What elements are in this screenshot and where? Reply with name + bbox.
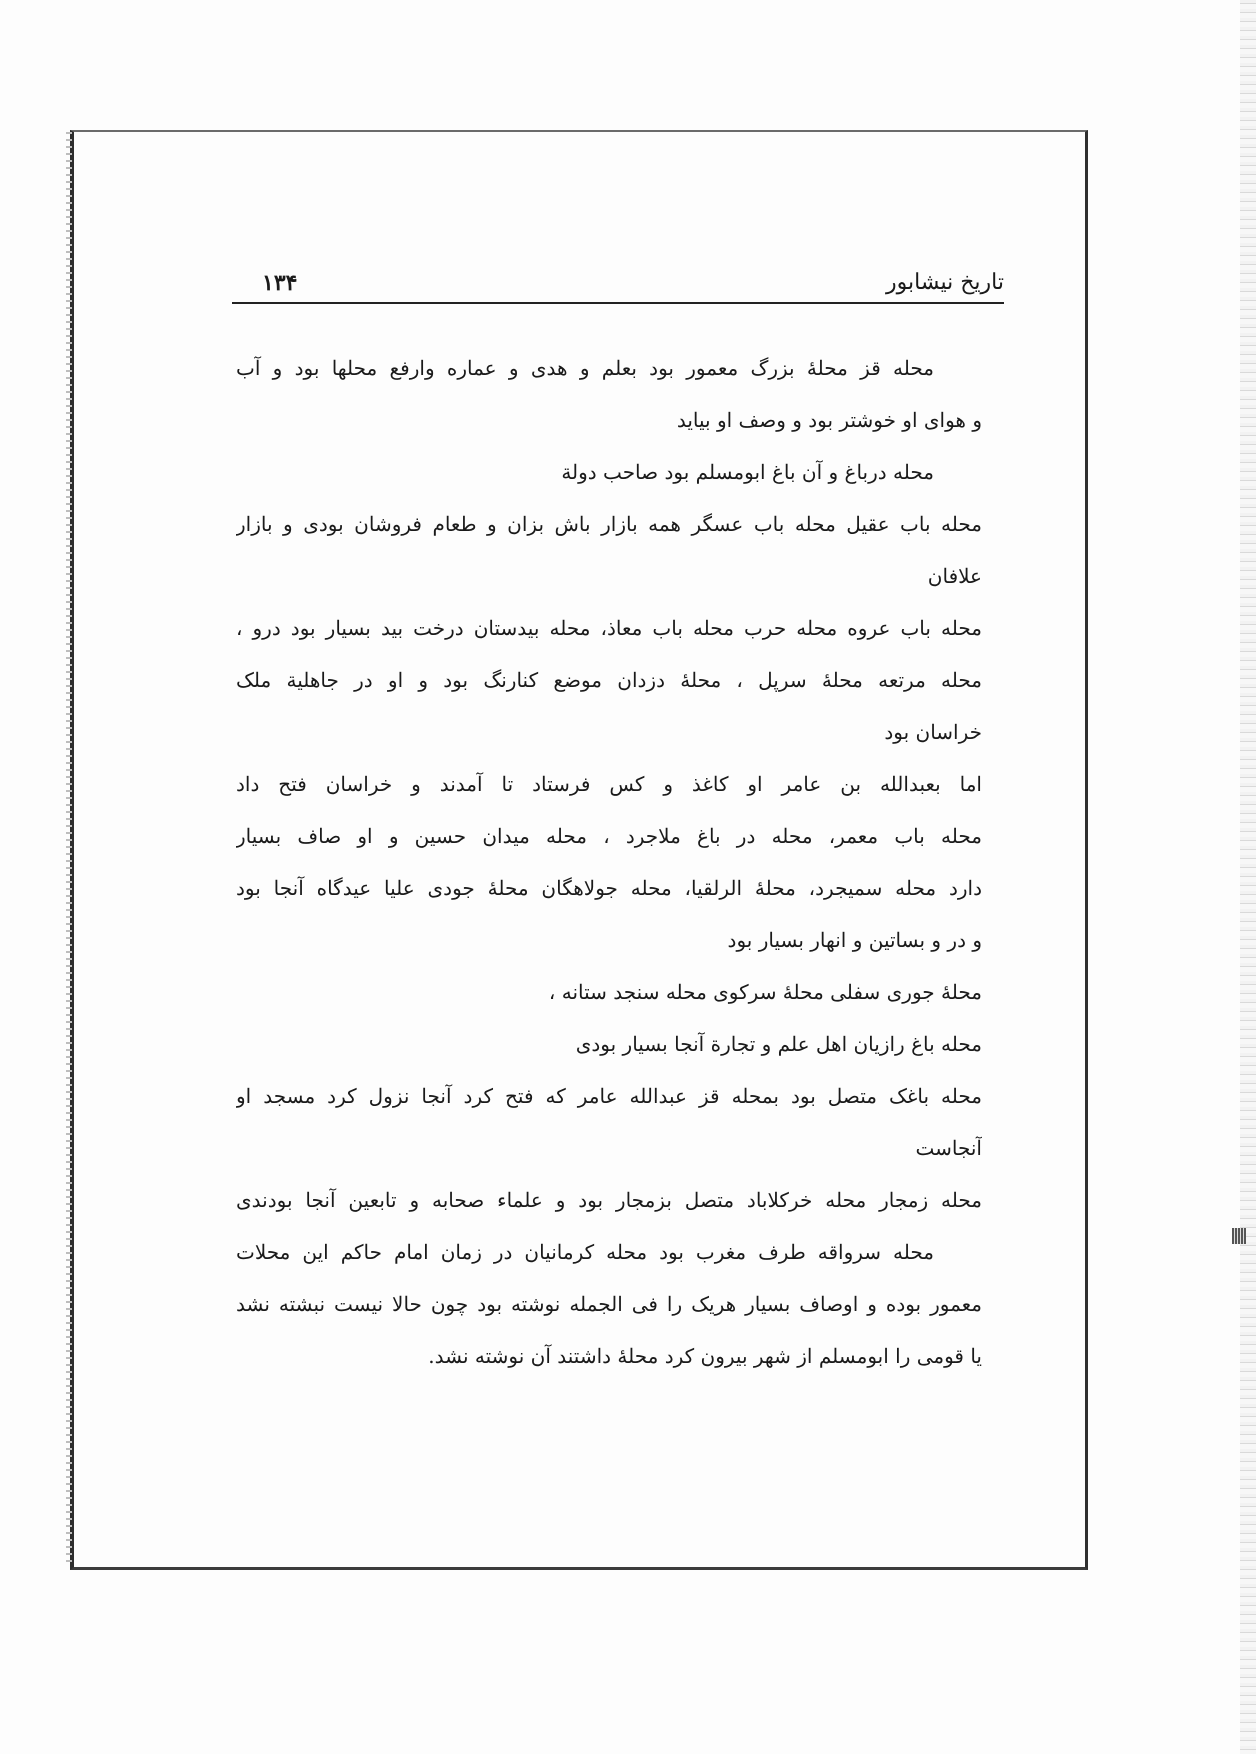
- text-line: محله باب عقیل محله باب عسگر همه بازار باش بزان و طعام فروشان بودی و بازار: [236, 512, 982, 536]
- running-title: تاریخ نیشابور: [886, 270, 1004, 295]
- text-line: خراسان بود: [884, 720, 982, 744]
- text-line: محله زمجار محله خرکلاباد متصل بزمجار بود و علماء صحابه و تابعین آنجا بودندی: [236, 1188, 982, 1212]
- text-line: آنجاست: [915, 1136, 982, 1160]
- text-line: اما بعبدالله بن عامر او کاغذ و کس فرستاد تا آمدند و خراسان فتح داد: [236, 772, 982, 796]
- text-line: محله باب عروه محله حرب محله باب معاذ، محله بیدستان درخت بید بسیار بود درو ،: [236, 616, 982, 640]
- text-line: محله باغ رازیان اهل علم و تجارة آنجا بسیار بودی: [575, 1032, 982, 1056]
- page-number: ۱۳۴: [262, 270, 298, 296]
- text-line: محله مرتعه محلهٔ سرپل ، محلهٔ دزدان موضع کنارنگ بود و او در جاهلیة ملک: [236, 668, 982, 692]
- text-line: محله باب معمر، محله در باغ ملاجرد ، محله میدان حسین و او صاف بسیار: [236, 824, 982, 848]
- page-header: [232, 262, 1004, 304]
- text-line: علافان: [927, 564, 982, 588]
- text-line: یا قومی را ابومسلم از شهر بیرون کرد محلهٔ داشتند آن نوشته نشد.: [428, 1344, 982, 1368]
- text-line: محله قز محلهٔ بزرگ معمور بود بعلم و هدی و عماره وارفع محلها بود و آب: [236, 356, 934, 380]
- body-text: [236, 342, 982, 1382]
- scan-edge-strip: [1240, 0, 1256, 1754]
- text-line: محله باغک متصل بود بمحله قز عبدالله عامر که فتح کرد آنجا نزول کرد مسجد او: [236, 1084, 982, 1108]
- text-line: محلهٔ جوری سفلی محلهٔ سرکوی محله سنجد ستانه ،: [548, 980, 982, 1004]
- text-line: و در و بساتین و انهار بسیار بود: [727, 928, 982, 952]
- scan-edge-mark: [1232, 1228, 1246, 1244]
- text-line: دارد محله سمیجرد، محلهٔ الرلقیا، محله جولاهگان محلهٔ جودی علیا عیدگاه آنجا بود: [236, 876, 982, 900]
- text-line: معمور بوده و اوصاف بسیار هریک را فی الجمله نوشته بود چون حالا نیست نبشته نشد: [236, 1292, 982, 1316]
- text-line: و هوای او خوشتر بود و وصف او بیاید: [676, 408, 982, 432]
- text-line: محله سرواقه طرف مغرب بود محله کرمانیان در زمان امام حاکم این محلات: [236, 1240, 934, 1264]
- text-line: محله درباغ و آن باغ ابومسلم بود صاحب دولة: [561, 460, 934, 484]
